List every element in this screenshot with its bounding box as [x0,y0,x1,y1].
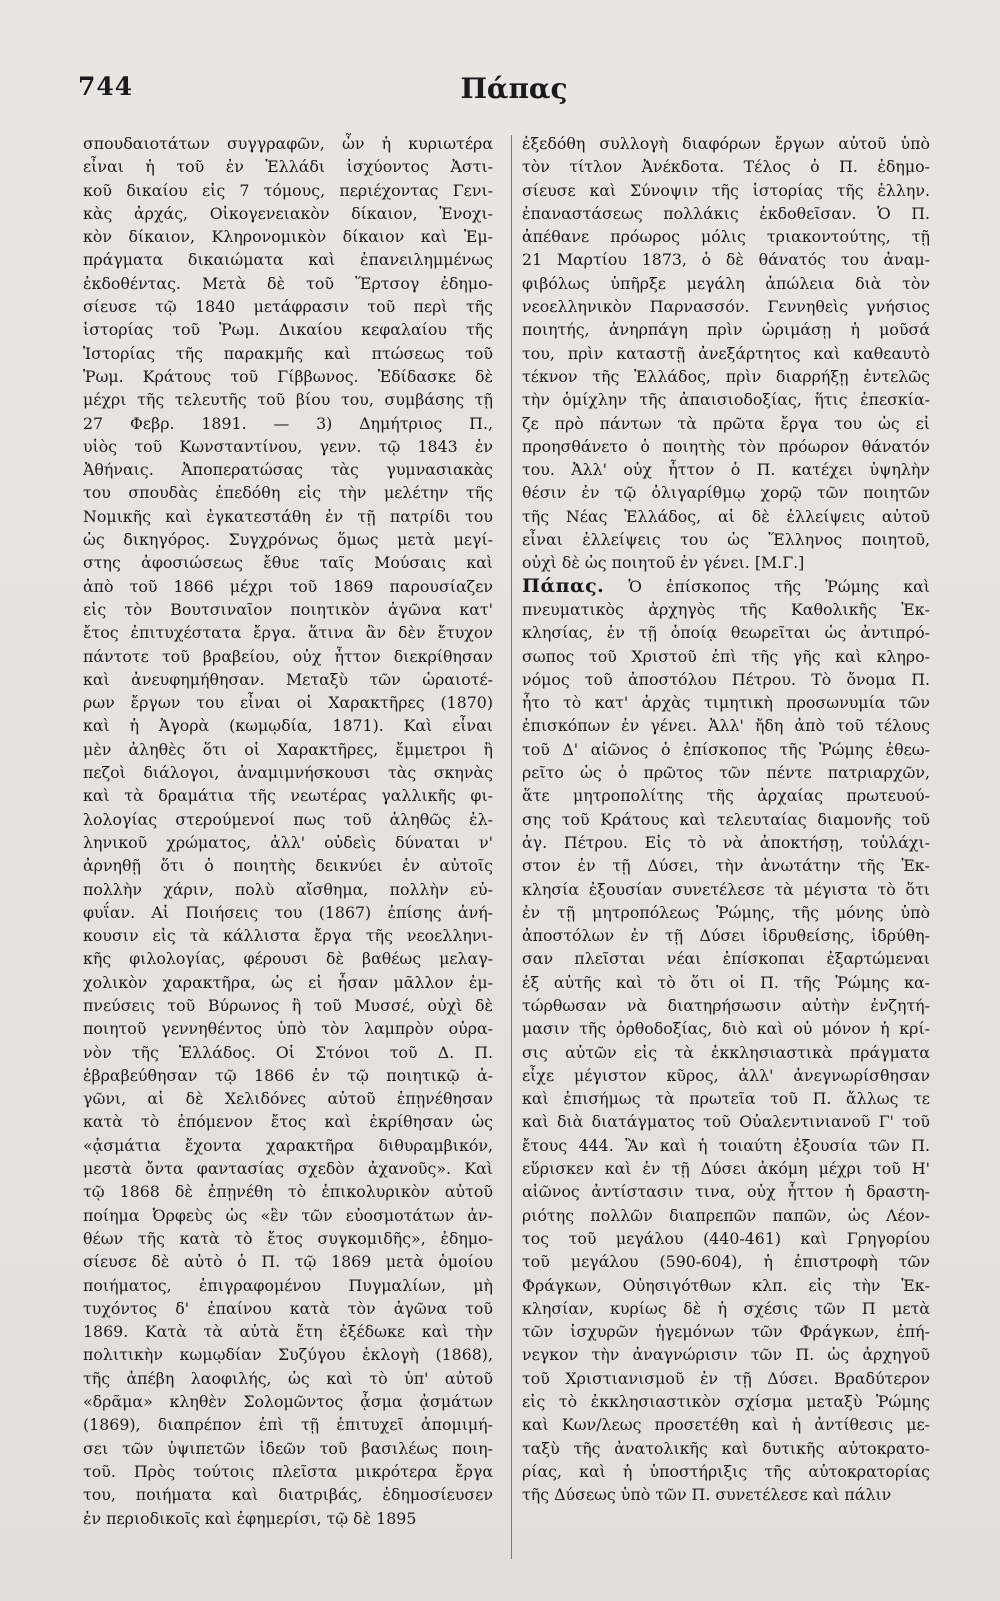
text-line: πολιτικὴν κωμῳδίαν Συζύγου ἐκλογὴ (1868), [83,1345,493,1365]
text-line: ἅτε μητροπολίτης τῆς ἀρχαίας πρωτευού- [522,786,930,806]
text-line: τοῦ Δ' αἰῶνος ὁ ἐπίσκοπος τῆς Ῥώμης ἐθεω- [522,739,930,759]
text-line: ὡς δικηγόρος. Συγχρόνως ὅμως μετὰ μεγί- [83,530,493,550]
text-line: σίευσε καὶ Σύνοψιν τῆς ἱστορίας τῆς ἑλλην. [522,180,930,200]
text-line: κῆς φιλολογίας, φέρουσι δὲ βαθέως μελαγ- [83,949,493,969]
text-line: ταξὺ τῆς ἀνατολικῆς καὶ δυτικῆς αὐτοκρατο- [522,1438,930,1458]
text-line: τυχόντος δ' ἐπαίνου κατὰ τὸν ἀγῶνα τοῦ [83,1298,493,1318]
page-number: 744 [78,72,134,101]
text-line: τῷ 1868 δὲ ἐπῃνέθη τὸ ἐπικολυρικὸν αὐτοῦ [83,1182,493,1202]
text-line: εἶναι ἡ τοῦ ἐν Ἑλλάδι ἰσχύοντος Ἀστι- [83,157,493,177]
text-line: οὐχὶ δὲ ὡς ποιητοῦ ἐν γένει. [Μ.Γ.] [522,553,805,573]
text-line: προησθάνετο ὁ ποιητὴς τὸν πρόωρον θάνατόν [522,436,930,456]
text-line: ἐβραβεύθησαν τῷ 1866 ἐν τῷ ποιητικῷ ἀ- [83,1065,493,1085]
text-line: σαν πλεῖσται νέαι ἐπίσκοπαι ἐξαρτώμεναι [522,949,930,969]
text-line: ἐν τῇ μητροπόλεως Ῥώμης, τῆς μόνης ὑπὸ [522,902,930,922]
text-line: τώρθωσαν νὰ διατηρήσωσιν αὐτὴν ἐνζητή- [522,995,930,1015]
text-line: κλησίας, ἐν τῇ ὁποίᾳ θεωρεῖται ὡς ἀντιπρό- [522,623,930,643]
text-line: εὕρισκεν καὶ ἐν τῇ Δύσει ἀκόμη μέχρι τοῦ Η' [522,1159,930,1179]
text-line: ἦτο τὸ κατ' ἀρχὰς τιμητικὴ προσωνυμία τῶν [522,693,930,713]
text-line: πνευματικὸς ἀρχηγὸς τῆς Καθολικῆς Ἐκ- [522,599,930,619]
text-line: ἐπαναστάσεως πολλάκις ἐκδοθεῖσαν. Ὁ Π. [522,203,930,223]
text-line: νεγκον τὴν ἀναγνώρισιν τῶν Π. ὡς ἀρχηγοῦ [522,1345,930,1365]
text-line: του, ποιήματα καὶ διατριβάς, ἐδημοσίευσεν [83,1485,493,1505]
text-line: τοῦ μεγάλου (590-604), ἡ ἐπιστροφὴ τῶν [522,1252,930,1272]
text-line: ριότης πολλῶν διαπρεπῶν παπῶν, ὡς Λέον- [522,1205,930,1225]
text-line: νὸν τῆς Ἑλλάδος. Οἱ Στόνοι τοῦ Δ. Π. [83,1042,493,1062]
text-line: πολλὴν χάριν, πολὺ αἴσθημα, πολλὴν εὐ- [83,879,493,899]
text-line: Ἱστορίας τῆς παρακμῆς καὶ πτώσεως τοῦ [83,343,493,363]
text-line: 1869. Κατὰ τὰ αὐτὰ ἔτη ἐξέδωκε καὶ τὴν [83,1322,493,1342]
text-line: εἰς τὸ ἐκκλησιαστικὸν σχίσμα μεταξὺ Ῥώμης [522,1392,930,1412]
text-line: του, πρὶν καταστῇ ἀνεξάρτητος καὶ καθεαυτὸ [522,343,930,363]
previous-entry-continuation [522,132,930,575]
text-line: ἐξεδόθη συλλογὴ διαφόρων ἔργων αὐτοῦ ὑπὸ [522,134,930,153]
text-line: υἱὸς τοῦ Κωνσταντίνου, γενν. τῷ 1843 ἐν [83,436,493,456]
text-line: γῶνι, αἱ δὲ Χελιδόνες αὐτοῦ ἐπῃνέθησαν [83,1089,493,1109]
text-line: νεοελληνικὸν Παρνασσόν. Γεννηθεὶς γνήσιος [522,297,930,317]
text-line: πάντοτε τοῦ βραβείου, οὐχ ἧττον διεκρίθησαν [83,646,493,666]
entry-first-line-text: Ὁ ἐπίσκοπος τῆς Ῥώμης καὶ [604,576,930,596]
text-line: θέων τῆς κατὰ τὸ ἔτος συγκομιδῆς», ἐδημο- [83,1228,493,1248]
right-column [522,132,930,1507]
running-head: Πάπας [460,72,568,105]
text-line: ἔτους 444. Ἂν καὶ ἡ τοιαύτη ἐξουσία τῶν Π. [522,1135,930,1155]
text-line: κὰς ἀρχάς, Οἰκογενειακὸν δίκαιον, Ἐνοχι- [83,203,493,223]
text-line: καὶ Κων/λεως προσετέθη καὶ ἡ ἀντίθεσις με- [522,1415,930,1435]
text-line: μασιν τῆς ὀρθοδοξίας, διὸ καὶ οὐ μόνον ἡ κρί- [522,1019,930,1039]
column-divider [511,135,512,1559]
text-line: ἀρνηθῇ ὅτι ὁ ποιητὴς δεικνύει ἐν αὐτοῖς [83,856,493,876]
text-line: τοῦ. Πρὸς τούτοις πλεῖστα μικρότερα ἔργα [83,1461,493,1481]
text-line: Ῥωμ. Κράτους τοῦ Γίββωνος. Ἐδίδασκε δὲ [83,366,493,386]
text-line: πεζοὶ διάλογοι, ἀναμιμνήσκουσι τὰς σκηνὰς [83,763,493,783]
text-line: κουσιν εἰς τὰ κάλλιστα ἔργα τῆς νεοελληνι- [83,926,493,946]
text-line: φιβόλως ὑπῆρξε μεγάλη ἀπώλεια διὰ τὸν [522,273,930,293]
text-line: ἐπισκόπων ἐν γένει. Ἀλλ' ἤδη ἀπὸ τοῦ τέλους [522,716,930,736]
text-line: καὶ ἐπισήμως τὰ πρωτεῖα τοῦ Π. ἄλλως τε [522,1089,930,1109]
text-line: ρων ἔργων του εἶναι οἱ Χαρακτῆρες (1870) [83,693,493,713]
text-line: ληνικοῦ χρώματος, ἀλλ' οὐδεὶς δύναται ν' [83,832,493,852]
text-line: 21 Μαρτίου 1873, ὁ δὲ θάνατός του ἀναμ- [522,250,930,270]
entry-first-line [522,575,930,598]
text-line: του σπουδὰς ἐπεδόθη εἰς τὴν μελέτην τῆς [83,483,493,503]
text-line: ἀπέθανε πρόωρος μόλις τριακοντούτης, τῇ [522,227,930,247]
text-line: ζε πρὸ πάντων τὰ πρῶτα ἔργα του ὡς εἰ [522,413,930,433]
text-line: ποιήματος, ἐπιγραφομένου Πυγμαλίων, μὴ [83,1275,493,1295]
entry-body [522,598,930,1507]
text-line: εἰς τὸν Βουτσιναῖον ποιητικὸν ἀγῶνα κατ' [83,599,493,619]
text-line: ἐξ αὐτῆς καὶ τὸ ὅτι οἱ Π. τῆς Ῥώμης κα- [522,972,930,992]
text-line: ρεῖτο ὡς ὁ πρῶτος τῶν πέντε πατριαρχῶν, [522,763,930,783]
text-line: (1869), διαπρέπον ἐπὶ τῇ ἐπιτυχεῖ ἀπομιμή- [83,1415,493,1435]
text-line: «ᾀσμάτια ἔχοντα χαρακτῆρα διθυραμβικόν, [83,1135,493,1155]
text-line: θέσιν ἐν τῷ ὀλιγαρίθμῳ χορῷ τῶν ποιητῶν [522,483,930,503]
text-line: αἰῶνος ἀντίστασιν τινα, οὐχ ἧττον ἡ δραστη- [522,1182,930,1202]
text-line: «δρᾶμα» κληθὲν Σολομῶντος ᾆσμα ᾀσμάτων [83,1392,493,1412]
text-line: σις αὐτῶν εἰς τὰ ἐκκλησιαστικὰ πράγματα [522,1042,930,1062]
text-line: σης τοῦ Κράτους καὶ τελευταίας διαμονῆς τοῦ [522,809,930,829]
text-line: εἶναι ἐλλείψεις του ὡς Ἕλληνος ποιητοῦ, [522,530,930,550]
text-line: τος τοῦ μεγάλου (440-461) καὶ Γρηγορίου [522,1228,930,1248]
entry-headword: Πάπας. [522,574,605,597]
text-line: Ἀθήναις. Ἀποπερατώσας τὰς γυμνασιακὰς [83,460,493,480]
text-line: ποίημα Ὀρφεὺς ὡς «ἓν τῶν εὐοσμοτάτων ἀν- [83,1205,493,1225]
text-line: Νομικῆς καὶ ἐγκατεστάθη ἐν τῇ πατρίδι του [83,506,493,526]
text-line: πράγματα δικαιώματα καὶ ἐπανειλημμένως [83,250,493,270]
text-line: ποιητοῦ γεννηθέντος ὑπὸ τὸν λαμπρὸν οὐρα- [83,1019,493,1039]
text-line: μὲν ἀληθὲς ὅτι οἱ Χαρακτῆρες, ἔμμετροι ἢ [83,739,493,759]
text-line: ἀποστόλων ἐν τῇ Δύσει ἱδρυθείσης, ἱδρύθη- [522,926,930,946]
text-line: λολογίας στερούμενοί πως τοῦ ἀληθῶς ἑλ- [83,809,493,829]
text-line: φυΐαν. Αἱ Ποιήσεις του (1867) ἐπίσης ἀνή- [83,902,493,922]
left-column [83,132,493,1530]
text-line: ρίας, καὶ ἡ ὑποστήριξις τῆς αὐτοκρατορίας [522,1461,930,1481]
text-line: κὸν δίκαιον, Κληρονομικὸν δίκαιον καὶ Ἐμ- [83,227,493,247]
text-line: μεστὰ ὄντα φαντασίας σχεδὸν ἀχανοῦς». Καὶ [83,1159,493,1179]
text-line: καὶ ἀνευφημήθησαν. Μεταξὺ τῶν ὡραιοτέ- [83,669,493,689]
text-line: σίευσε δὲ αὐτὸ ὁ Π. τῷ 1869 μετὰ ὁμοίου [83,1252,493,1272]
text-line: ἔτος ἐπιτυχέστατα ἔργα. ἅτινα ἂν δὲν ἔτυχον [83,623,493,643]
text-line: ποιητής, ἀνηρπάγη πρὶν ὡριμάσῃ ἡ μοῦσά [522,320,930,340]
text-line: χολικὸν χαρακτῆρα, ὡς εἰ ἦσαν μᾶλλον ἐμ- [83,972,493,992]
text-line: σωπος τοῦ Χριστοῦ ἐπὶ τῆς γῆς καὶ κληρο- [522,646,930,666]
text-line: τὸν τίτλον Ἀνέκδοτα. Τέλος ὁ Π. ἐδημο- [522,157,930,177]
text-line: ἱστορίας τοῦ Ῥωμ. Δικαίου κεφαλαίου τῆς [83,320,493,340]
text-line: τὴν ὁμίχλην τῆς ἀπαισιοδοξίας, ἥτις ἐπεσκία- [522,390,930,410]
text-line: στης ἀφοσιώσεως ἔθυε ταῖς Μούσαις καὶ [83,553,493,573]
text-line: κοῦ δικαίου εἰς 7 τόμους, περιέχοντας Γενι- [83,180,493,200]
text-line: του. Ἀλλ' οὐχ ἧττον ὁ Π. κατέχει ὑψηλὴν [522,460,930,480]
text-line: κατὰ τὸ ἐπόμενον ἔτος καὶ ἐκρίθησαν ὡς [83,1112,493,1132]
text-line: στον ἐν τῇ Δύσει, τὴν ἀνωτάτην τῆς Ἐκ- [522,856,930,876]
text-line: 27 Φεβρ. 1891. — 3) Δημήτριος Π., [83,413,493,433]
text-line: τῆς ἀπέβη λαοφιλής, ὡς καὶ τὸ ὑπ' αὐτοῦ [83,1368,493,1388]
text-line: τῶν ἰσχυρῶν ἡγεμόνων τῶν Φράγκων, ἐπή- [522,1322,930,1342]
text-line: τέκνον τῆς Ἑλλάδος, πρὶν διαρρήξῃ ἐντελῶς [522,366,930,386]
text-line: κλησίαν, κυρίως δὲ ἡ σχέσις τῶν Π μετὰ [522,1298,930,1318]
text-line: μέχρι τῆς τελευτῆς τοῦ βίου του, συμβάσης τῇ [83,390,493,410]
text-line: σει τῶν ὑψιπετῶν ἰδεῶν τοῦ βασιλέως ποιη- [83,1438,493,1458]
text-line: ἐκδοθέντας. Μετὰ δὲ τοῦ Ἕρτσογ ἐδημο- [83,273,493,293]
text-line: ἐν περιοδικοῖς καὶ ἐφημερίσι, τῷ δὲ 1895 [83,1508,417,1528]
text-line: κλησία ἐξουσίαν συνετέλεσε τὰ μέγιστα τὸ ὅτι [522,879,930,899]
text-line: σίευσε τῷ 1840 μετάφρασιν τοῦ περὶ τῆς [83,297,493,317]
text-line: καὶ τὰ δραμάτια τῆς νεωτέρας γαλλικῆς φι- [83,786,493,806]
text-line: καὶ ἡ Ἀγορὰ (κωμῳδία, 1871). Καὶ εἶναι [83,716,493,736]
text-line: ἁγ. Πέτρου. Εἰς τὸ νὰ ἀποκτήσῃ, τοὐλάχι- [522,832,930,852]
text-line: ἀπὸ τοῦ 1866 μέχρι τοῦ 1869 παρουσίαζεν [83,576,493,596]
page-header [78,72,920,112]
text-line: καὶ διὰ διατάγματος τοῦ Οὐαλεντινιανοῦ Γ' τοῦ [522,1112,930,1132]
text-line: τοῦ Χριστιανισμοῦ ἐν τῇ Δύσει. Βραδύτερον [522,1368,930,1388]
text-line: τῆς Νέας Ἑλλάδος, αἱ δὲ ἐλλείψεις αὐτοῦ [522,506,930,526]
text-line: σπουδαιοτάτων συγγραφῶν, ὧν ἡ κυριωτέρα [83,134,493,153]
text-line: πνεύσεις τοῦ Βύρωνος ἢ τοῦ Μυσσέ, οὐχὶ δὲ [83,995,493,1015]
text-line: εἶχε μέγιστον κῦρος, ἀλλ' ἀνεγνωρίσθησαν [522,1065,930,1085]
text-line: τῆς Δύσεως ὑπὸ τῶν Π. συνετέλεσε καὶ πάλιν [522,1485,892,1505]
text-line: Φράγκων, Οὐησιγότθων κλπ. εἰς τὴν Ἐκ- [522,1275,930,1295]
text-line: νόμος τοῦ ἀποστόλου Πέτρου. Τὸ ὄνομα Π. [522,669,930,689]
